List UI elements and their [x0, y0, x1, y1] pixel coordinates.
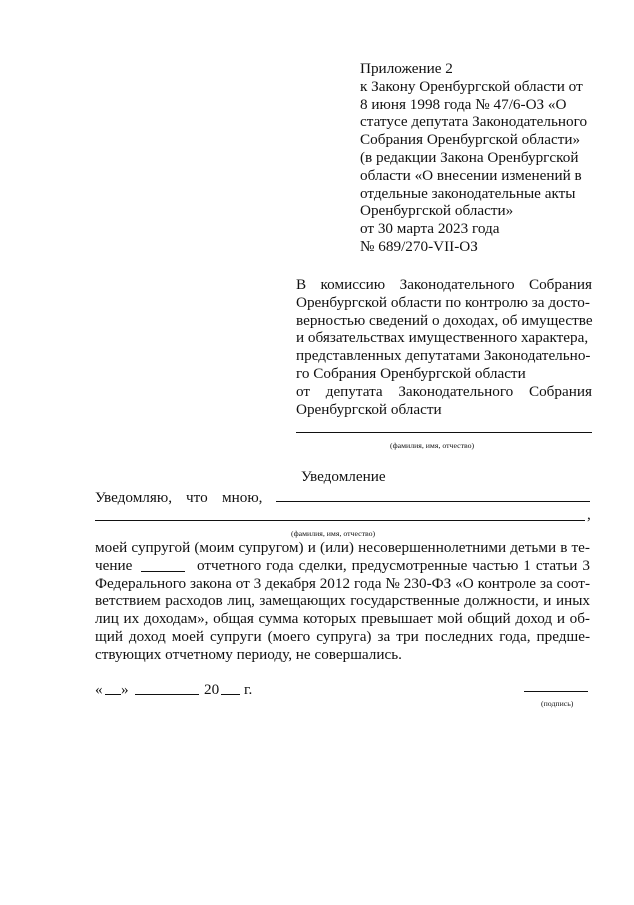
- notice-title: Уведомление: [301, 468, 386, 485]
- deputy-fio-field[interactable]: [296, 432, 592, 433]
- body-line-with-blank: [95, 557, 590, 575]
- reporter-fio-caption: (фамилия, имя, отчество): [291, 529, 376, 538]
- appendix-line: Приложение 2: [360, 60, 453, 77]
- addressee-line: го Собрания Оренбургской области: [296, 364, 526, 382]
- appendix-header: [360, 60, 587, 256]
- notice-word: мною,: [222, 489, 263, 506]
- addressee-line: верностью сведений о доходах, об имуществе: [296, 311, 593, 329]
- body-line: Федерального закона от 3 декабря 2012 года № 230-ФЗ «О контроле за соот-: [95, 574, 590, 592]
- addressee-line: В комиссию Законодательного Собрания: [296, 276, 592, 293]
- signature-caption: (подпись): [541, 699, 574, 708]
- appendix-line: области «О внесении изменений в: [360, 166, 582, 184]
- appendix-line: к Закону Оренбургской области от: [360, 77, 583, 95]
- notice-body: [95, 539, 590, 664]
- appendix-line: № 689/270-VII-ОЗ: [360, 237, 478, 255]
- body-line: моей супругой (моим супругом) и (или) несовершеннолетними детьми в те-: [95, 539, 590, 556]
- appendix-line: Собрания Оренбургской области»: [360, 131, 581, 149]
- appendix-line: Оренбургской области»: [360, 202, 514, 220]
- quote-open: «: [95, 681, 103, 698]
- addressee-line: Оренбургской области: [296, 400, 442, 418]
- body-line: щий доход моей супруги (моего супруга) за три последних года, предше-: [95, 627, 590, 645]
- appendix-line: (в редакции Закона Оренбургской: [360, 148, 579, 166]
- notice-word: что: [186, 489, 208, 506]
- notice-word: Уведомляю,: [95, 489, 173, 506]
- reporter-fio-field-continued[interactable]: [95, 520, 585, 521]
- body-line: ветствием расходов лиц, замещающих государственные должности, и иных: [95, 592, 590, 610]
- addressee-line: от депутата Законодательного Собрания: [296, 382, 592, 400]
- day-field[interactable]: [105, 694, 121, 695]
- appendix-line: 8 июня 1998 года № 47/6-ОЗ «О: [360, 95, 567, 113]
- line-end-comma: ,: [587, 506, 591, 523]
- year-prefix: 20: [204, 681, 220, 698]
- appendix-line: статусе депутата Законодательного: [360, 113, 588, 131]
- quote-close: »: [121, 681, 129, 698]
- signature-field[interactable]: [524, 691, 588, 692]
- year-field[interactable]: [221, 694, 240, 695]
- body-line: лиц их доходам», общая сумма которых превышает мой общий доход и об-: [95, 610, 590, 628]
- appendix-line: от 30 марта 2023 года: [360, 220, 500, 238]
- year-blank-field[interactable]: [141, 571, 185, 572]
- body-line: ствующих отчетному периоду, не совершались.: [95, 645, 402, 663]
- addressee-line: представленных депутатами Законодательно-: [296, 347, 591, 365]
- addressee-line: и обязательствах имущественного характера,: [296, 329, 589, 347]
- appendix-line: отдельные законодательные акты: [360, 184, 576, 202]
- month-field[interactable]: [135, 694, 199, 695]
- deputy-fio-caption: (фамилия, имя, отчество): [390, 441, 475, 450]
- body-line-rest: отчетного года сделки, предусмотренные частью 1 статьи 3: [197, 556, 590, 574]
- year-suffix: г.: [244, 681, 253, 698]
- reporter-fio-field[interactable]: [276, 501, 590, 502]
- addressee-line: Оренбургской области по контролю за досто-: [296, 293, 590, 311]
- addressee-block: [296, 276, 592, 418]
- body-word: чение: [95, 556, 133, 574]
